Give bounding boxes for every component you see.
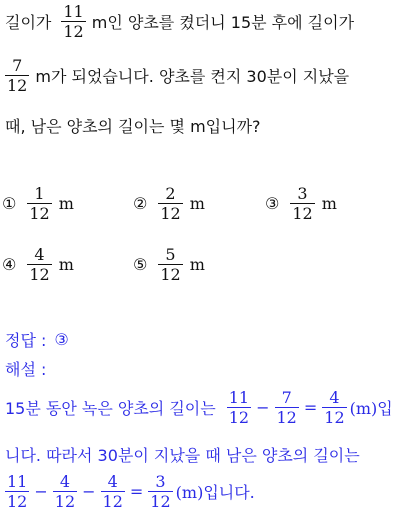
minus-sign: − [82,482,96,501]
answer-label: 정답 : [5,330,47,350]
denominator: 12 [63,22,84,41]
minus-sign: − [256,398,270,417]
fraction [5,56,29,95]
choice-mark: ④ [2,255,17,274]
fraction [27,184,51,223]
denominator: 12 [292,204,313,223]
fraction [322,388,346,427]
numerator: 3 [297,184,308,203]
explanation-label-line [5,357,46,379]
choice-mark: ① [2,194,17,213]
denominator: 12 [150,492,171,511]
unit: m [321,194,337,213]
fraction [290,184,314,223]
choice-5[interactable] [133,245,205,284]
numerator: 4 [107,472,118,491]
explanation-label: 해설 : [5,359,47,379]
denominator: 12 [102,492,123,511]
fraction [27,245,51,284]
choice-mark: ⑤ [133,255,148,274]
unit: m [189,255,205,274]
question-text: 길이가 [5,13,52,32]
denominator: 12 [7,492,28,511]
denominator: 12 [29,204,50,223]
fraction [61,2,85,41]
equals-sign: = [129,482,144,501]
question-text: 때, 남은 양초의 길이는 몇 m입니까? [5,116,261,136]
numerator: 3 [155,472,166,491]
choice-4[interactable] [2,245,74,284]
numerator: 4 [59,472,71,491]
minus-sign: − [34,482,48,501]
choice-mark: ③ [265,194,280,213]
answer-line [5,328,69,350]
equals-sign: = [303,398,318,417]
question-line-3 [5,114,261,136]
numerator: 11 [228,388,250,407]
explanation-text: (m)입 [349,399,393,418]
explanation-line-2 [5,443,360,465]
numerator: 2 [165,184,176,203]
unit: m [189,194,205,213]
denominator: 12 [54,492,76,511]
numerator: 1 [34,184,45,203]
denominator: 12 [228,408,250,427]
unit: m [58,194,74,213]
explanation-text: 니다. 따라서 30분이 지났을 때 남은 양초의 길이는 [5,445,360,465]
numerator: 4 [34,245,45,264]
numerator: 11 [7,472,28,491]
denominator: 12 [276,408,297,427]
denominator: 12 [160,265,181,284]
choice-2[interactable] [133,184,205,223]
fraction [227,388,251,427]
question-text: m인 양초를 켰더니 15분 후에 길이가 [91,13,355,32]
denominator: 12 [324,408,345,427]
choice-3[interactable] [265,184,337,223]
question-text: m가 되었습니다. 양초를 켠지 30분이 지났을 [35,67,350,86]
denominator: 12 [29,265,50,284]
question-line-1 [5,2,354,41]
fraction [148,472,172,511]
denominator: 12 [7,76,28,95]
fraction [5,472,29,511]
numerator: 4 [329,388,340,407]
denominator: 12 [160,204,181,223]
explanation-line-1 [5,388,393,427]
unit: m [58,255,74,274]
numerator: 5 [165,245,176,264]
numerator: 7 [281,388,292,407]
fraction [275,388,299,427]
fraction [101,472,125,511]
fraction [53,472,77,511]
explanation-line-3 [5,472,255,511]
choice-1[interactable] [2,184,74,223]
choice-mark: ② [133,194,148,213]
explanation-text: (m)입니다. [175,483,255,502]
question-line-2 [5,56,349,95]
numerator: 7 [12,56,23,75]
fraction [158,245,182,284]
explanation-text: 15분 동안 녹은 양초의 길이는 [5,399,216,418]
fraction [158,184,182,223]
answer-value: ③ [54,329,69,349]
numerator: 11 [63,2,84,21]
